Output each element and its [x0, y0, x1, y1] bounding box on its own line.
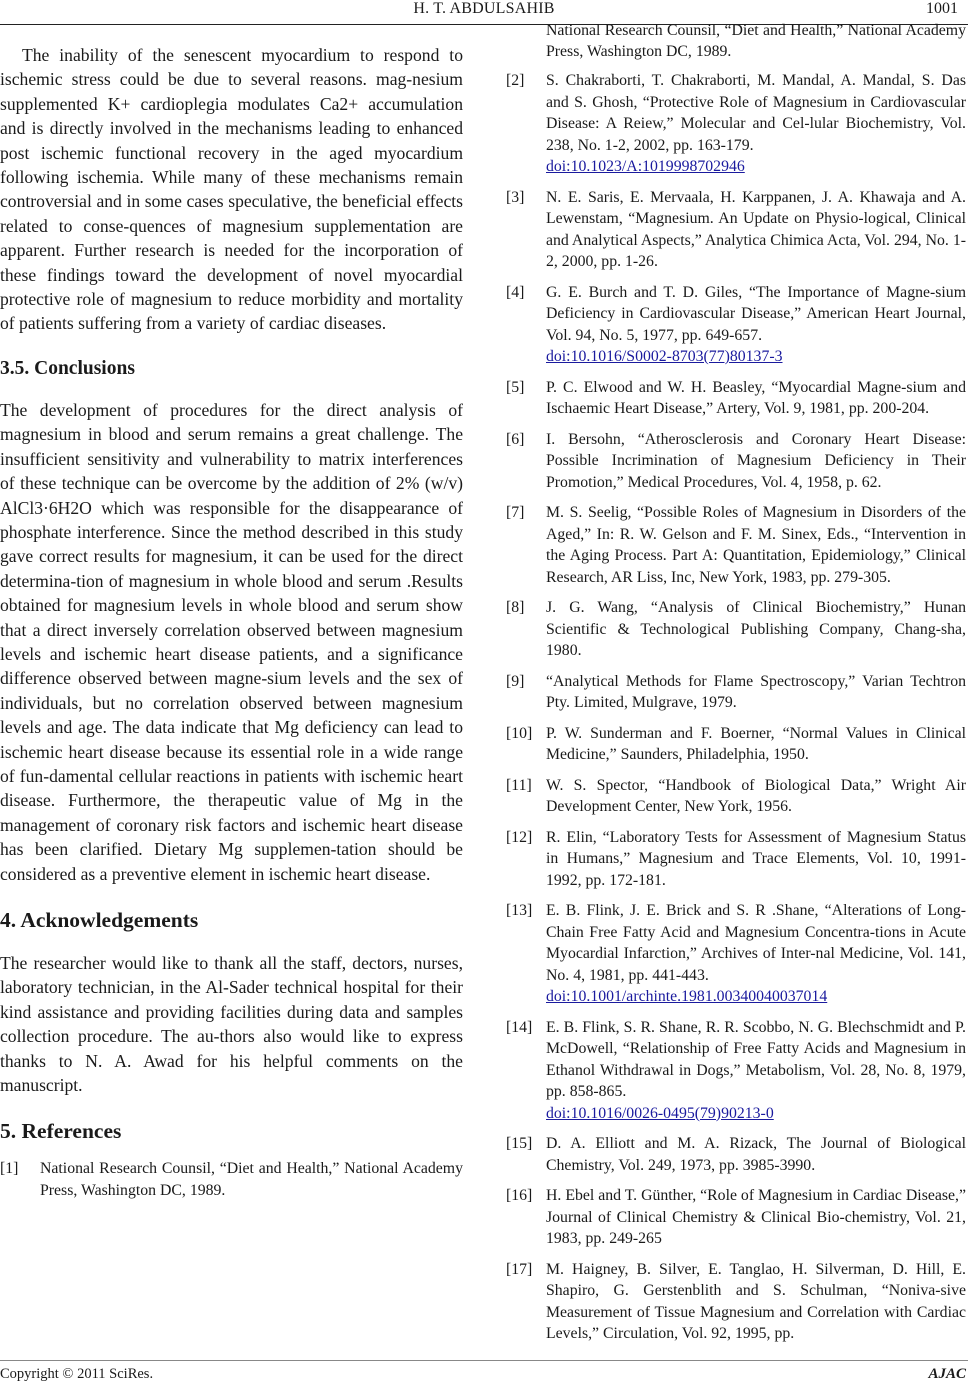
- doi-link[interactable]: doi:10.1001/archinte.1981.00340040037014: [546, 988, 828, 1005]
- reference-number: [6]: [506, 430, 525, 448]
- references-heading: 5. References: [0, 1119, 122, 1144]
- reference-text: H. Ebel and T. Günther, “Role of Magnesium in Cardiac Disease,” Journal of Clinical Chemistry & Clinical Bio-chemistry, Vol. 21, 1983, pp. 249-265: [546, 1187, 966, 1247]
- intro-paragraph: The inability of the senescent myocardium to respond to ischemic stress could be due to several reasons. mag-nesium supplemented K+ cardioplegia modulates Ca2+ accumulation and is directly involved in the mechanisms leading to enhanced post ischemic functional recovery in the aged myocardium following ischemia. While many of these mechanisms remain controversial and in some cases speculative, the beneficial effects related to conse-quences of magnesium supplementation are apparent. Further research is needed for the incorporation of these findings toward the development of novel myocardial protective role of magnesium to reduce morbidity and mortality of patients suffering from a variety of cardiac diseases.: [0, 45, 463, 334]
- reference-text: P. W. Sunderman and F. Boerner, “Normal Values in Clinical Medicine,” Saunders, Philadelphia, 1950.: [546, 724, 966, 763]
- reference-number: [8]: [506, 599, 525, 616]
- reference-text: W. S. Spector, “Handbook of Biological Data,” Wright Air Development Center, New York, 1956.: [546, 776, 966, 815]
- doi-link[interactable]: doi:10.1016/S0002-8703(77)80137-3: [546, 348, 783, 365]
- reference-item: [506, 671, 966, 714]
- reference-text: National Research Counsil, “Diet and Health,” National Academy Press, Washington DC, 1989.: [546, 21, 966, 60]
- copyright-notice: Copyright © 2011 SciRes.: [0, 1366, 154, 1382]
- reference-item: [506, 1017, 966, 1125]
- reference-text: National Research Counsil, “Diet and Health,” National Academy Press, Washington DC, 1989.: [40, 1160, 463, 1199]
- reference-text: P. C. Elwood and W. H. Beasley, “Myocardial Magne-sium and Ischaemic Heart Disease,” Artery, Vol. 9, 1981, pp. 200-204.: [546, 378, 966, 417]
- journal-abbrev: AJAC: [928, 1366, 966, 1382]
- running-header-author: H. T. ABDULSAHIB: [413, 0, 555, 17]
- reference-item: [506, 187, 966, 273]
- reference-text: E. B. Flink, S. R. Shane, R. R. Scobbo, N. G. Blechschmidt and P. McDowell, “Relationship of Free Fatty Acids and Magnesium in Ethanol Withdrawal in Dogs,” Metabolism, Vol. 28, No. 8, 1979, pp. 858-865.: [546, 1018, 966, 1100]
- doi-link[interactable]: doi:10.1023/A:1019998702946: [546, 158, 745, 175]
- reference-number: [2]: [506, 72, 525, 89]
- reference-number: [16]: [506, 1187, 533, 1204]
- page-number: 1001: [926, 0, 958, 17]
- reference-text: “Analytical Methods for Flame Spectroscopy,” Varian Techtron Pty. Limited, Mulgrave, 1979.: [546, 672, 966, 711]
- reference-text: M. Haigney, B. Silver, E. Tanglao, H. Silverman, D. Hill, E. Shapiro, G. Gerstenblith and S. Schulman, “Noniva-sive Measurement of Tissue Magnesium and Correlation with Cardiac Levels,” Circulation, Vol. 92, 1995, pp.: [546, 1260, 966, 1342]
- reference-item: [506, 429, 966, 494]
- right-column: [506, 21, 966, 1345]
- reference-text: I. Bersohn, “Atherosclerosis and Coronary Heart Disease: Possible Incrimination of Magnesium Deficiency in Their Promotion,” Medical Procedures, Vol. 4, 1958, p. 62.: [546, 430, 966, 491]
- reference-number: [17]: [506, 1260, 533, 1278]
- reference-item: [0, 1158, 463, 1199]
- reference-text: R. Elin, “Laboratory Tests for Assessment of Magnesium Status in Humans,” Magnesium and Trace Elements, Vol. 10, 1991-1992, pp. 172-181.: [546, 828, 966, 889]
- reference-item: [506, 282, 966, 368]
- reference-item: [506, 1185, 966, 1250]
- reference-number: [3]: [506, 188, 525, 206]
- doi-link[interactable]: doi:10.1016/0026-0495(79)90213-0: [546, 1104, 774, 1122]
- reference-number: [7]: [506, 504, 525, 521]
- reference-number: [10]: [506, 724, 533, 742]
- acknowledgements-heading: 4. Acknowledgements: [0, 908, 199, 932]
- reference-number: [13]: [506, 902, 533, 919]
- reference-item: [506, 597, 966, 662]
- reference-item: [506, 775, 966, 818]
- reference-number: [15]: [506, 1135, 533, 1152]
- reference-item: [506, 900, 966, 1008]
- reference-number: [9]: [506, 672, 525, 690]
- reference-item: [506, 70, 966, 178]
- acknowledgements-paragraph: The researcher would like to thank all the staff, dectors, nurses, laboratory technician, in the Al-Sader technical hospital for their kind assistance and providing facilities during data and samples collection procedure. The au-thors also would like to express thanks to N. A. Awad for his helpful comments on the manuscript.: [0, 953, 463, 1096]
- reference-text: E. B. Flink, J. E. Brick and S. R .Shane, “Alterations of Long-Chain Free Fatty Acid and Magnesium Concentra-tions in Acute Myocardial Infarction,” Archives of Inter-nal Medicine, Vol. 141, No. 4, 1981, pp. 441-443.: [546, 902, 966, 984]
- reference-number: [1]: [0, 1160, 19, 1178]
- reference-text: N. E. Saris, E. Mervaala, H. Karppanen, J. A. Khawaja and A. Lewenstam, “Magnesium. An Update on Physio-logical, Clinical and Analytical Aspects,” Analytica Chimica Acta, Vol. 294, No. 1-2, 2000, pp. 1-26.: [546, 188, 966, 270]
- reference-item: [506, 502, 966, 588]
- reference-item: [506, 1259, 966, 1345]
- reference-item: [506, 723, 966, 766]
- reference-number: [14]: [506, 1018, 533, 1036]
- left-column: [0, 41, 463, 1199]
- reference-text: J. G. Wang, “Analysis of Clinical Biochemistry,” Hunan Scientific & Technological Publishing Company, Chang-sha, 1980.: [546, 599, 966, 659]
- reference-number: [11]: [506, 776, 532, 794]
- reference-number: [5]: [506, 378, 525, 396]
- reference-text: G. E. Burch and T. D. Giles, “The Importance of Magne-sium Deficiency in Cardiovascular Disease,” American Heart Journal, Vol. 94, No. 5, 1977, pp. 649-657.: [546, 283, 966, 344]
- footer-divider: [0, 1360, 968, 1361]
- reference-text: M. S. Seelig, “Possible Roles of Magnesium in Disorders of the Aged,” In: R. W. Gelson and F. M. Sinex, Eds., “Intervention in the Aging Process. Part A: Quantitation, Epidemiology,” Clinical Research, AR Liss, Inc, New York, 1983, pp. 279-305.: [546, 504, 966, 586]
- reference-text: S. Chakraborti, T. Chakraborti, M. Mandal, A. Mandal, S. Das and S. Ghosh, “Protective Role of Magnesium in Cardiovascular Disease: A Reiew,” Molecular and Cel-lular Biochemistry, Vol. 238, No. 1-2, 2002, pp. 163-179.: [546, 72, 966, 154]
- reference-number: [12]: [506, 828, 533, 846]
- reference-item: [506, 377, 966, 420]
- reference-item-continued: [506, 21, 966, 62]
- conclusions-heading: 3.5. Conclusions: [0, 357, 135, 379]
- reference-item: [506, 827, 966, 892]
- reference-text: D. A. Elliott and M. A. Rizack, The Journal of Biological Chemistry, Vol. 249, 1973, pp. 3985-3990.: [546, 1135, 966, 1174]
- reference-item: [506, 1133, 966, 1176]
- reference-number: [4]: [506, 283, 525, 301]
- conclusions-paragraph: The development of procedures for the direct analysis of magnesium in blood and serum remains a great challenge. The insufficient sensitivity and vulnerability to matrix interferences of these technique can be overcome by the addition of 2% (w/v) AlCl3·6H2O which was responsible for the disappearance of phosphate interference. Since the method described in this study gave correct results for magnesium, it can be used for the direct determina-tion of magnesium in whole blood and serum .Results obtained for magnesium levels in whole blood and serum show that a direct inversely correlation observed between magnesium levels and ischemic heart disease patients, and a significance difference observed between magne-sium levels and the sex of individuals, but no correlation observed between magnesium levels and age. The data indicate that Mg deficiency can lead to ischemic heart disease because its essential role in a wide range of fun-damental cellular reactions in patients with ischemic heart disease. Furthermore, the therapeutic value of Mg in the management of coronary risk factors and ischemic heart disease has been clarified. Dietary Mg supplemen-tation should be considered as a preventive element in ischemic heart disease.: [0, 399, 463, 884]
